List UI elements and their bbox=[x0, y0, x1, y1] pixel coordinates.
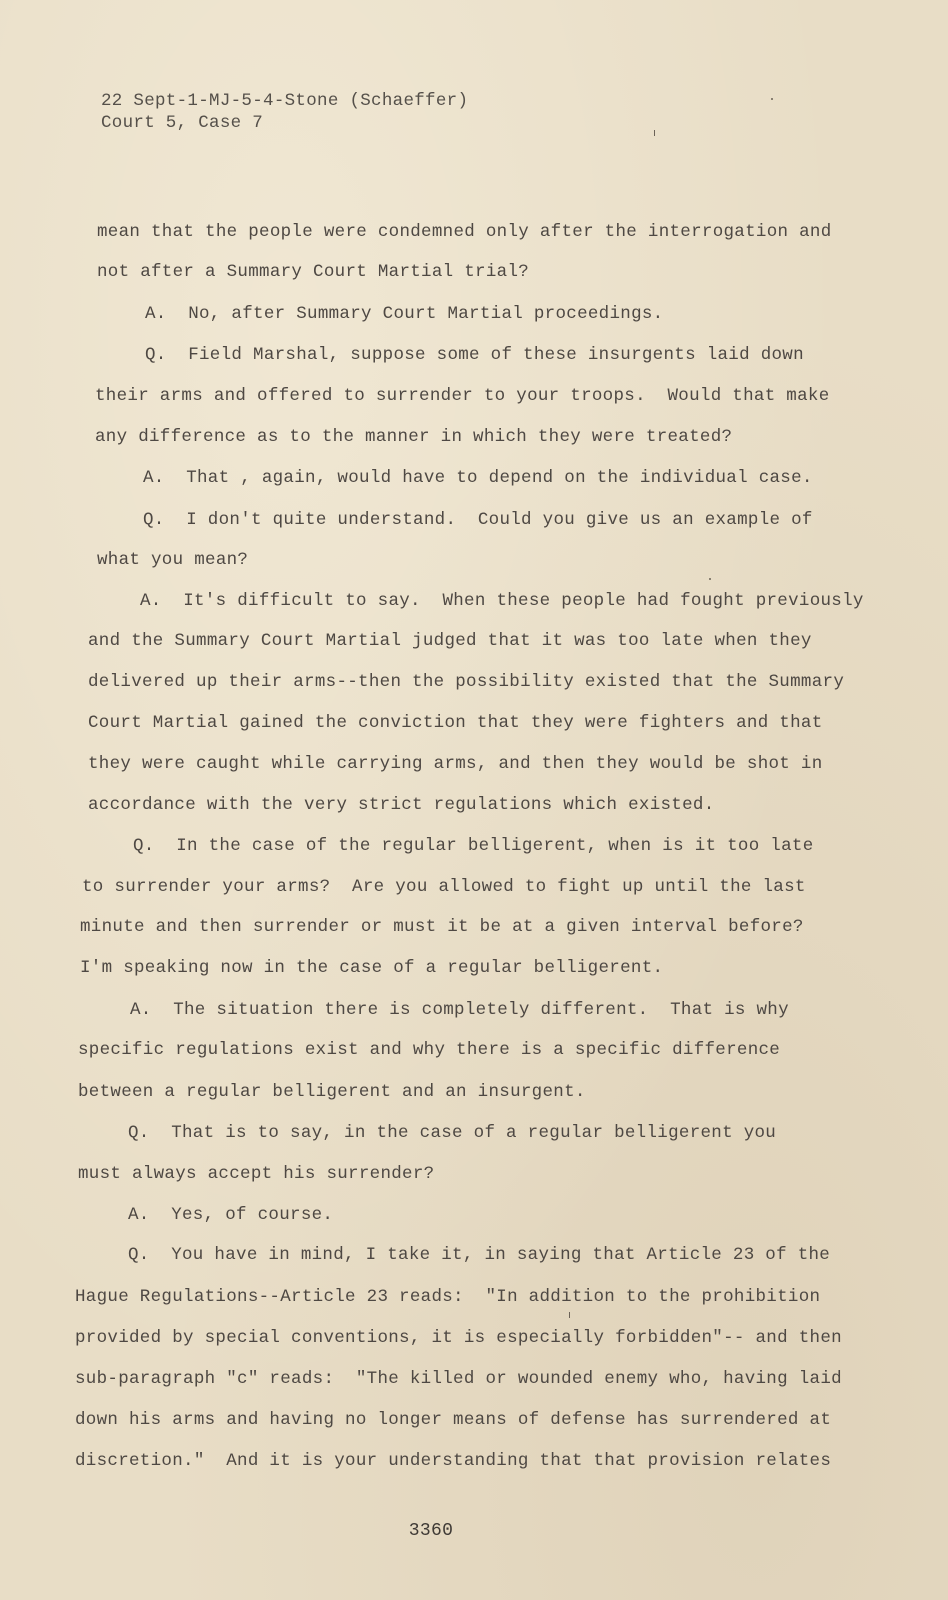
transcript-line: Q. That is to say, in the case of a regular belligerent you bbox=[128, 1123, 777, 1143]
transcript-line: A. No, after Summary Court Martial proceedings. bbox=[145, 304, 664, 324]
transcript-line: delivered up their arms--then the possibility existed that the Summary bbox=[88, 672, 845, 692]
transcript-line: and the Summary Court Martial judged that it was too late when they bbox=[88, 631, 812, 651]
header-court-case-line: Court 5, Case 7 bbox=[101, 113, 264, 133]
transcript-line: Q. Field Marshal, suppose some of these insurgents laid down bbox=[145, 345, 804, 365]
transcript-line: they were caught while carrying arms, and then they would be shot in bbox=[88, 754, 823, 774]
transcript-line: A. The situation there is completely different. That is why bbox=[130, 1000, 789, 1020]
transcript-line: specific regulations exist and why there is a specific difference bbox=[78, 1040, 781, 1060]
transcript-line: what you mean? bbox=[97, 550, 249, 570]
transcript-line: to surrender your arms? Are you allowed to fight up until the last bbox=[82, 877, 806, 897]
transcript-line: not after a Summary Court Martial trial? bbox=[97, 262, 530, 282]
header-reference-line: 22 Sept-1-MJ-5-4-Stone (Schaeffer) bbox=[101, 91, 469, 111]
transcript-line: accordance with the very strict regulations which existed. bbox=[88, 795, 715, 815]
transcript-line: A. That , again, would have to depend on the individual case. bbox=[143, 468, 813, 488]
transcript-line: Q. In the case of the regular belligerent, when is it too late bbox=[133, 836, 814, 856]
transcript-line: A. It's difficult to say. When these people had fought previously bbox=[140, 591, 864, 611]
transcript-line: discretion." And it is your understanding that that provision relates bbox=[75, 1451, 832, 1471]
transcript-line: A. Yes, of course. bbox=[128, 1205, 334, 1225]
transcript-line: Court Martial gained the conviction that they were fighters and that bbox=[88, 713, 823, 733]
transcript-line: sub-paragraph "c" reads: "The killed or wounded enemy who, having laid bbox=[75, 1369, 842, 1389]
paper-speck bbox=[709, 578, 711, 580]
transcript-line: Hague Regulations--Article 23 reads: "In addition to the prohibition bbox=[75, 1287, 821, 1307]
paper-speck bbox=[771, 98, 773, 100]
transcript-line: Q. You have in mind, I take it, in saying that Article 23 of the bbox=[128, 1245, 831, 1265]
transcript-line: their arms and offered to surrender to your troops. Would that make bbox=[95, 386, 830, 406]
paper-speck bbox=[569, 1312, 570, 1318]
transcript-line: Q. I don't quite understand. Could you give us an example of bbox=[143, 510, 813, 530]
transcript-line: must always accept his surrender? bbox=[78, 1164, 435, 1184]
page-number: 3360 bbox=[408, 1521, 454, 1541]
transcript-line: between a regular belligerent and an insurgent. bbox=[78, 1082, 586, 1102]
transcript-line: any difference as to the manner in which they were treated? bbox=[95, 427, 733, 447]
transcript-line: mean that the people were condemned only after the interrogation and bbox=[97, 222, 832, 242]
transcript-line: provided by special conventions, it is especially forbidden"-- and then bbox=[75, 1328, 842, 1348]
transcript-line: minute and then surrender or must it be at a given interval before? bbox=[80, 917, 804, 937]
transcript-line: I'm speaking now in the case of a regular belligerent. bbox=[80, 958, 664, 978]
transcript-line: down his arms and having no longer means of defense has surrendered at bbox=[75, 1410, 832, 1430]
paper-speck bbox=[654, 130, 655, 136]
